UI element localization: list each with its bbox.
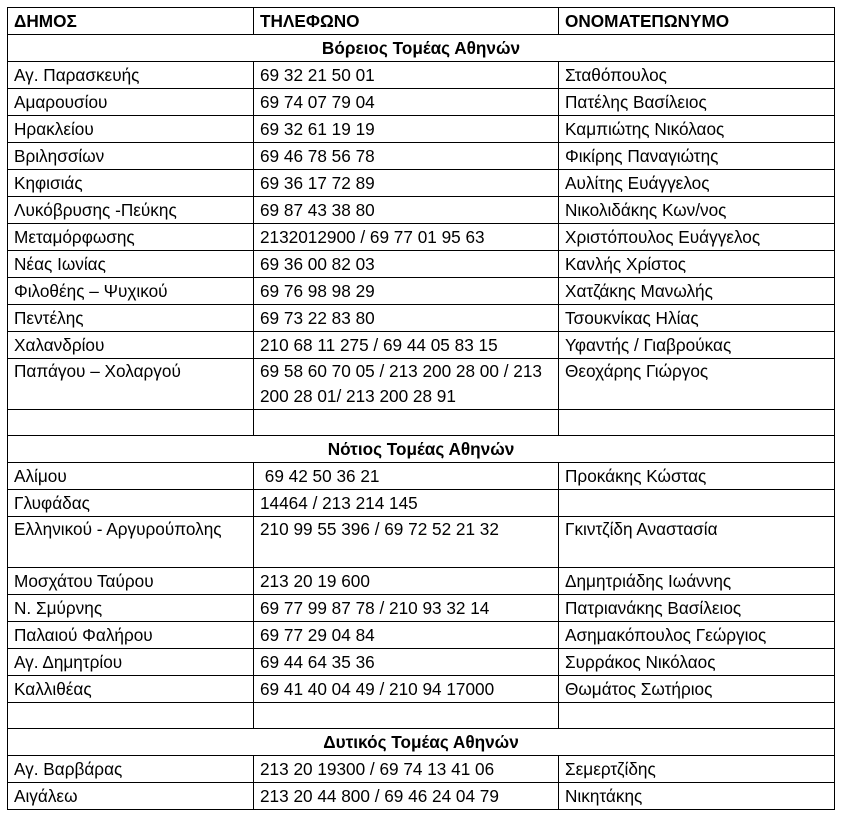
table-row <box>8 170 835 197</box>
table-row <box>8 595 835 622</box>
table-row <box>8 490 835 517</box>
cell-name: Χριστόπουλος Ευάγγελος <box>559 224 835 251</box>
table-row <box>8 649 835 676</box>
cell-phone: 69 36 00 82 03 <box>254 251 559 278</box>
table-row <box>8 359 835 410</box>
cell-name: Συρράκος Νικόλαος <box>559 649 835 676</box>
cell-phone: 69 74 07 79 04 <box>254 89 559 116</box>
cell-name: Αυλίτης Ευάγγελος <box>559 170 835 197</box>
table-row <box>8 676 835 703</box>
cell-municipality: Κηφισιάς <box>8 170 254 197</box>
table-row <box>8 332 835 359</box>
section-title: Νότιος Τομέας Αθηνών <box>8 436 835 463</box>
cell-phone: 2132012900 / 69 77 01 95 63 <box>254 224 559 251</box>
cell-phone: 69 87 43 38 80 <box>254 197 559 224</box>
cell-phone: 213 20 19300 / 69 74 13 41 06 <box>254 756 559 783</box>
cell-phone: 69 77 29 04 84 <box>254 622 559 649</box>
cell-municipality: Αγ. Παρασκευής <box>8 62 254 89</box>
cell-municipality: Χαλανδρίου <box>8 332 254 359</box>
cell-phone: 69 32 21 50 01 <box>254 62 559 89</box>
section-title: Δυτικός Τομέας Αθηνών <box>8 729 835 756</box>
cell-municipality: Παλαιού Φαλήρου <box>8 622 254 649</box>
cell-municipality: Ηρακλείου <box>8 116 254 143</box>
table-row <box>8 197 835 224</box>
cell-municipality: Αμαρουσίου <box>8 89 254 116</box>
cell-name: Προκάκης Κώστας <box>559 463 835 490</box>
cell-name: Σεμερτζίδης <box>559 756 835 783</box>
cell-municipality: Πεντέλης <box>8 305 254 332</box>
header-name: ΟΝΟΜΑΤΕΠΩΝΥΜΟ <box>559 8 835 35</box>
cell-municipality: Γλυφάδας <box>8 490 254 517</box>
cell-name: Θωμάτος Σωτήριος <box>559 676 835 703</box>
cell-phone: 69 32 61 19 19 <box>254 116 559 143</box>
spacer-row <box>8 410 835 436</box>
cell-name: Γκιντζίδη Αναστασία <box>559 517 835 568</box>
cell-name: Θεοχάρης Γιώργος <box>559 359 835 410</box>
table-row <box>8 756 835 783</box>
contacts-table <box>7 7 835 810</box>
cell-name: Δημητριάδης Ιωάννης <box>559 568 835 595</box>
cell-phone: 69 44 64 35 36 <box>254 649 559 676</box>
cell-name: Πατριανάκης Βασίλειος <box>559 595 835 622</box>
cell-name: Σταθόπουλος <box>559 62 835 89</box>
table-row <box>8 305 835 332</box>
cell-phone: 69 42 50 36 21 <box>254 463 559 490</box>
table-row <box>8 62 835 89</box>
cell-municipality: Αιγάλεω <box>8 783 254 810</box>
cell-phone: 210 99 55 396 / 69 72 52 21 32 <box>254 517 559 568</box>
cell-municipality: Ν. Σμύρνης <box>8 595 254 622</box>
section-header-north <box>8 35 835 62</box>
cell-name: Φικίρης Παναγιώτης <box>559 143 835 170</box>
cell-name: Καμπιώτης Νικόλαος <box>559 116 835 143</box>
table-row <box>8 463 835 490</box>
table-row <box>8 622 835 649</box>
header-municipality: ΔΗΜΟΣ <box>8 8 254 35</box>
cell-name: Νικολιδάκης Κων/νος <box>559 197 835 224</box>
cell-municipality: Νέας Ιωνίας <box>8 251 254 278</box>
cell-phone: 213 20 44 800 / 69 46 24 04 79 <box>254 783 559 810</box>
cell-municipality: Αγ. Δημητρίου <box>8 649 254 676</box>
cell-phone: 69 73 22 83 80 <box>254 305 559 332</box>
header-phone: ΤΗΛΕΦΩΝΟ <box>254 8 559 35</box>
cell-phone: 69 76 98 98 29 <box>254 278 559 305</box>
table-row <box>8 224 835 251</box>
cell-municipality: Ελληνικού - Αργυρούπολης <box>8 517 254 568</box>
spacer-row <box>8 703 835 729</box>
cell-name <box>559 490 835 517</box>
cell-name: Τσουκνίκας Ηλίας <box>559 305 835 332</box>
cell-phone: 69 41 40 04 49 / 210 94 17000 <box>254 676 559 703</box>
cell-phone: 69 46 78 56 78 <box>254 143 559 170</box>
section-header-west <box>8 729 835 756</box>
section-title: Βόρειος Τομέας Αθηνών <box>8 35 835 62</box>
cell-municipality: Καλλιθέας <box>8 676 254 703</box>
cell-name: Ασημακόπουλος Γεώργιος <box>559 622 835 649</box>
cell-phone: 69 58 60 70 05 / 213 200 28 00 / 213 200 28 01/ 213 200 28 91 <box>254 359 559 410</box>
cell-name: Υφαντής / Γιαβρούκας <box>559 332 835 359</box>
table-row <box>8 251 835 278</box>
cell-name: Νικητάκης <box>559 783 835 810</box>
table-row <box>8 517 835 568</box>
cell-phone: 69 77 99 87 78 / 210 93 32 14 <box>254 595 559 622</box>
cell-phone: 69 36 17 72 89 <box>254 170 559 197</box>
cell-municipality: Βριλησσίων <box>8 143 254 170</box>
cell-phone: 210 68 11 275 / 69 44 05 83 15 <box>254 332 559 359</box>
table-row <box>8 116 835 143</box>
table-row <box>8 568 835 595</box>
header-row <box>8 8 835 35</box>
cell-name: Πατέλης Βασίλειος <box>559 89 835 116</box>
cell-municipality: Μοσχάτου Ταύρου <box>8 568 254 595</box>
cell-phone: 213 20 19 600 <box>254 568 559 595</box>
table-row <box>8 89 835 116</box>
cell-name: Κανλής Χρίστος <box>559 251 835 278</box>
table-row <box>8 278 835 305</box>
table-row <box>8 783 835 810</box>
cell-municipality: Αγ. Βαρβάρας <box>8 756 254 783</box>
cell-name: Χατζάκης Μανωλής <box>559 278 835 305</box>
section-header-south <box>8 436 835 463</box>
cell-phone: 14464 / 213 214 145 <box>254 490 559 517</box>
cell-municipality: Μεταμόρφωσης <box>8 224 254 251</box>
cell-municipality: Λυκόβρυσης -Πεύκης <box>8 197 254 224</box>
cell-municipality: Αλίμου <box>8 463 254 490</box>
table-row <box>8 143 835 170</box>
cell-municipality: Φιλοθέης – Ψυχικού <box>8 278 254 305</box>
cell-municipality: Παπάγου – Χολαργού <box>8 359 254 410</box>
